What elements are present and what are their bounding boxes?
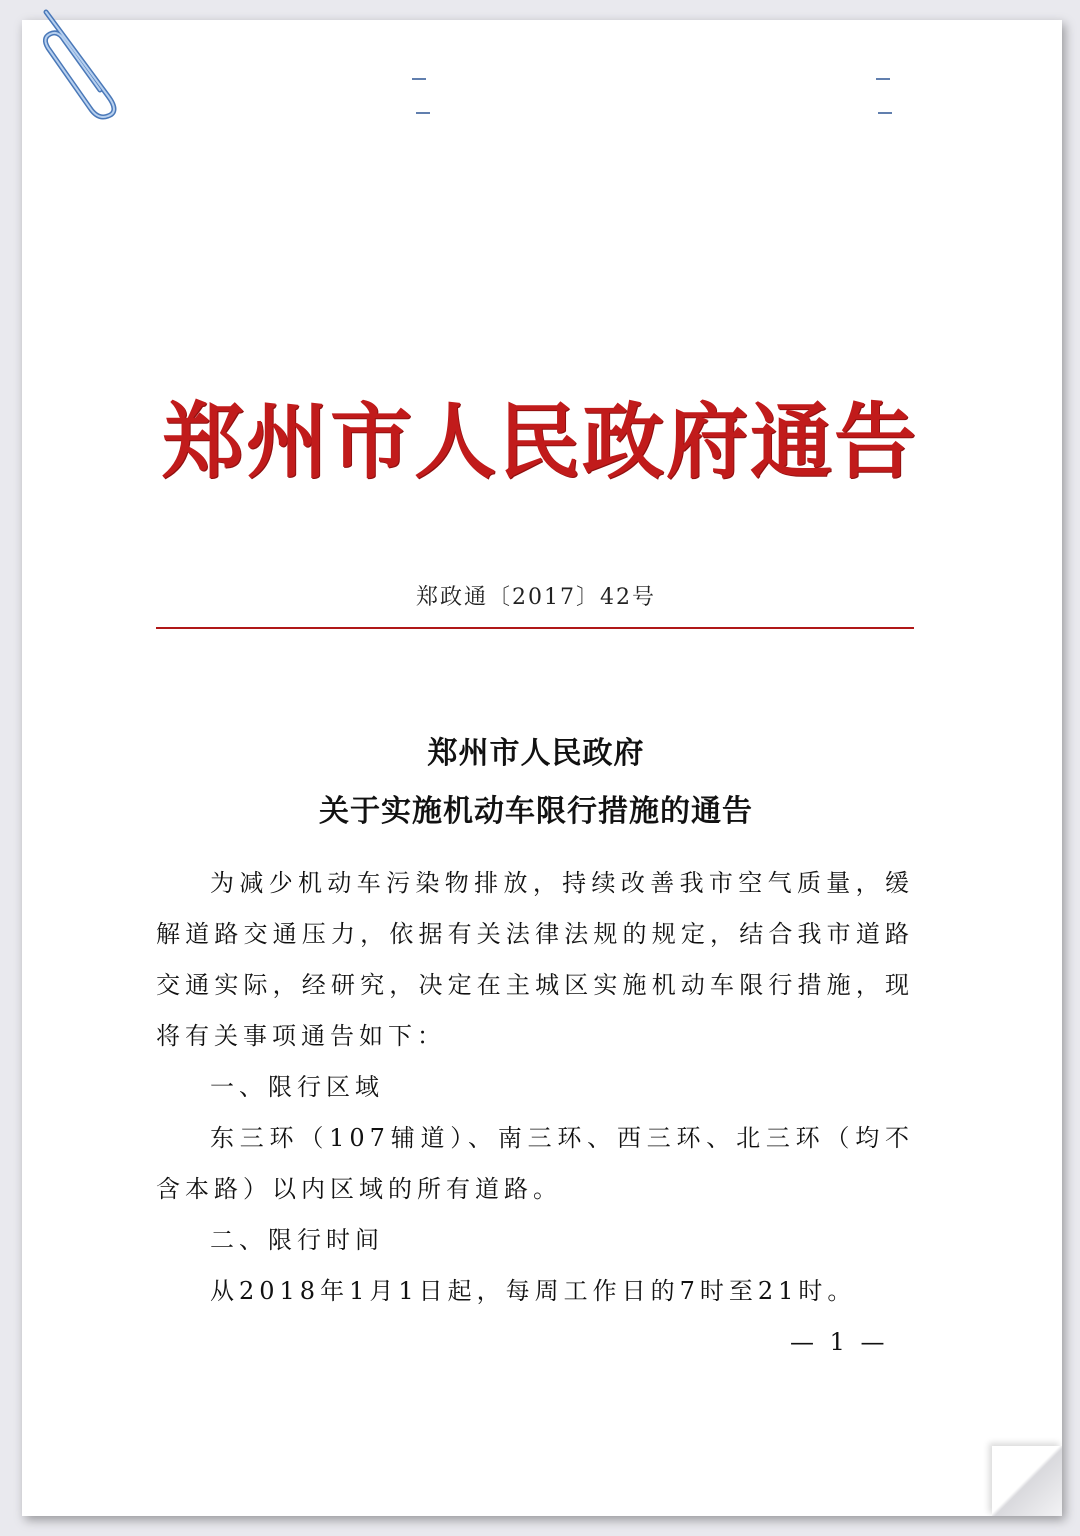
paperclip-icon	[38, 4, 138, 124]
scan-mark	[416, 112, 430, 114]
page-number: — 1 —	[790, 1328, 889, 1356]
notice-title-line2: 关于实施机动车限行措施的通告	[319, 794, 753, 829]
body-paragraph: 东三环（107辅道）、南三环、西三环、北三环（均不含本路）以内区域的所有道路。	[156, 1124, 914, 1203]
notice-body	[156, 858, 914, 1317]
section-heading: 一、限行区域	[210, 1073, 384, 1101]
scan-mark	[878, 112, 892, 114]
scan-mark	[412, 78, 426, 80]
scan-mark	[876, 78, 890, 80]
body-paragraph: 从2018年1月1日起，每周工作日的7时至21时。	[210, 1277, 857, 1305]
page-curl	[992, 1446, 1062, 1516]
red-divider	[156, 627, 914, 629]
body-paragraph: 为减少机动车污染物排放，持续改善我市空气质量，缓解道路交通压力，依据有关法律法规的规定，结合我市道路交通实际，经研究，决定在主城区实施机动车限行措施，现将有关事项通告如下：	[156, 869, 914, 1050]
notice-title-line1: 郑州市人民政府	[427, 736, 645, 771]
document-number: 郑政通〔2017〕42号	[416, 585, 656, 610]
section-heading: 二、限行时间	[210, 1226, 384, 1254]
masthead-title: 郑州市人民政府通告	[161, 394, 918, 490]
